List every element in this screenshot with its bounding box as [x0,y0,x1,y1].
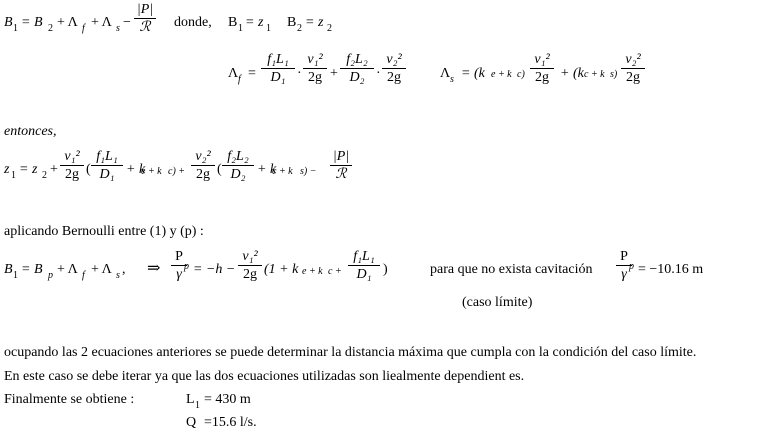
eq2-frac-v2-2g: v₂² 2g [382,52,406,85]
implies-arrow: ⇒ [147,260,161,277]
eq1-lambda-s: + Λ [91,15,112,30]
Q-value: =15.6 l/s. [204,415,257,430]
eq1-lambda-f: + Λ [57,15,78,30]
eq1-lhs: B [4,15,13,30]
para-que-text: para que no exista cavitación [430,262,593,277]
entonces-text: entonces, [4,124,57,139]
document-page: B 1 = B 2 + Λ f + Λ s − |P| ℛ donde, B 1 = z 1 B 2 = z 2 Λ f = f₁L₁ D₁ · v₁² 2g + f₂L₂ D₂ · v₂² 2g Λ s = (k e + k c) v₁² 2g + (k c + k s) v₂² 2g entonces, z 1 = z 2 + v₁² 2g ( f₁L₁ D₁ + k e + k c) + v₂² 2g ( f₂L₂ D₂ + k c + k s) − |P| ℛ aplicando Bernoulli entre (1) y (p) : B 1 = B p + Λ f + Λ s , ⇒ P γ p = −h − v₁² 2g (1 + k e + k c + f₁L₁ D₁ ) para que no exista cavitación P γ p = −10.16 m (caso límite) ocupando las 2 ecuaciones anteriores se puede determinar la distancia máxima que cumpla con la condición del caso límite. En este caso se debe iterar ya que las dos ecuaciones utilizadas son liealmente dependient es. Finalmente se obtiene : L 1 = 430 m Q =15.6 l/s. [4,2,704,430]
caso-limite: (caso límite) [462,295,533,310]
Q-label: Q [186,415,197,430]
eq1-rhs: = B [21,15,43,30]
eq1-minus: − [123,15,131,30]
cavitation-result: = −10.16 m [638,262,704,277]
eq2-lambda-f: Λ [228,66,239,81]
eq2-frac-f1L1-D1: f₁L₁ D₁ [261,52,295,85]
L1-value: = 430 m [204,392,251,407]
eq1-fraction: |P| ℛ [134,2,156,35]
eq1-b1: B [228,15,238,30]
paragraph-1: ocupando las 2 ecuaciones anteriores se puede determinar la distancia máxima que cumpla con la condición del caso límite. [4,345,697,360]
L1-label: L [186,392,195,407]
finalmente-text: Finalmente se obtiene : [4,392,135,407]
eq1-donde: donde, [174,15,212,30]
eq2-frac-f2L2-D2: f₂L₂ D₂ [340,52,374,85]
eq2-lambda-s: Λ [440,66,451,81]
aplicando-text: aplicando Bernoulli entre (1) y (p) : [4,224,204,239]
eq1-b2: B [287,15,297,30]
paragraph-2: En este caso se debe iterar ya que las dos ecuaciones utilizadas son liealmente dependient es. [4,369,525,384]
eq2-frac-v1-2g: v₁² 2g [303,52,327,85]
